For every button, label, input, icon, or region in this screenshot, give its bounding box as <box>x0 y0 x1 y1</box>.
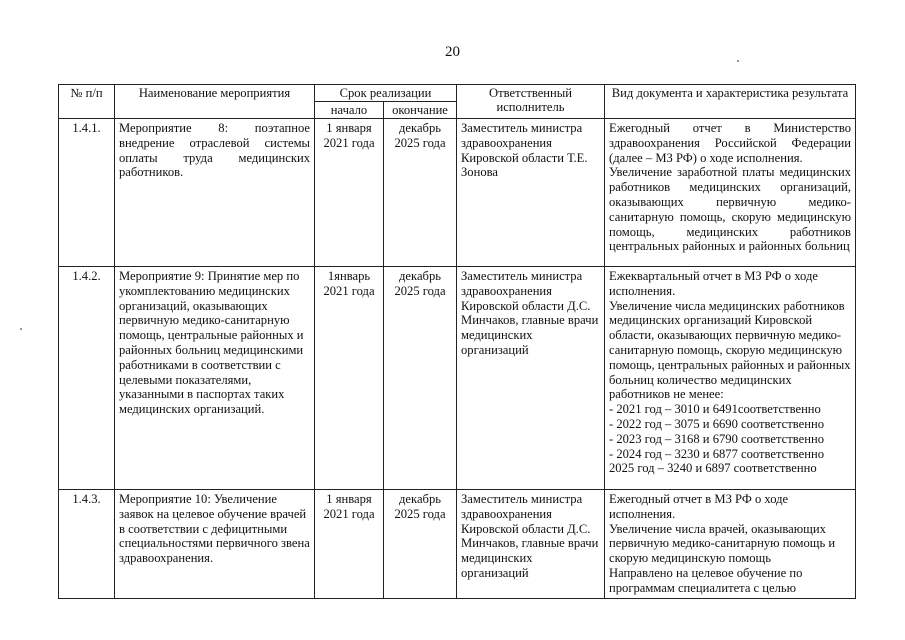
scan-speck <box>20 328 22 330</box>
result-description: Ежеквартальный отчет в МЗ РФ о ходе исполнения. Увеличение числа медицинских работников медицинских организаций Кировской области, оказывающих первичную медико-санитарную помощь, скорую медицинскую помощь, центральных районных и районных больниц количество медицинских работников не менее: - 2021 год – 3010 и 6491соответственно - 2022 год – 3075 и 6690 соответственно - 2023 год – 3168 и 6790 соответственно - 2024 год – 3230 и 6877 соответственно 2025 год – 3240 и 6897 соответственно <box>605 267 856 490</box>
header-start: начало <box>315 102 384 119</box>
header-result: Вид документа и характеристика результата <box>605 85 856 119</box>
header-num: № п/п <box>59 85 115 119</box>
row-number: 1.4.3. <box>59 490 115 599</box>
responsible-person: Заместитель министра здравоохранения Кировской области Т.Е. Зонова <box>457 119 605 267</box>
responsible-person: Заместитель министра здравоохранения Кировской области Д.С. Минчаков, главные врачи медицинских организаций <box>457 267 605 490</box>
scan-speck <box>737 60 739 62</box>
responsible-person: Заместитель министра здравоохранения Кировской области Д.С. Минчаков, главные врачи медицинских организаций <box>457 490 605 599</box>
result-description: Ежегодный отчет в МЗ РФ о ходе исполнения. Увеличение числа врачей, оказывающих первичную медико-санитарную помощь и скорую медицинскую помощь Направлено на целевое обучение по программам специалитета с целью <box>605 490 856 599</box>
measure-name: Мероприятие 10: Увеличение заявок на целевое обучение врачей в соответствии с дефицитными специальностями первичного звена здравоохранения. <box>115 490 315 599</box>
header-name: Наименование мероприятия <box>115 85 315 119</box>
header-end: окончание <box>384 102 457 119</box>
result-description: Ежегодный отчет в Министерство здравоохранения Российской Федерации (далее – МЗ РФ) о ходе исполнения. Увеличение заработной платы медицинских работников медицинских организаций, оказывающих первичную медико-санитарную помощь, скорую медицинскую помощь, медицинских работников центральных районных и районных больниц <box>605 119 856 267</box>
end-date: декабрь 2025 года <box>384 267 457 490</box>
table-row <box>59 119 856 267</box>
measure-name: Мероприятие 9: Принятие мер по укомплектованию медицинских организаций, оказывающих первичную медико-санитарную помощь, центральные районных и районных больниц медицинскими работниками в соответствии с целевыми показателями, указанными в паспортах таких медицинских организаций. <box>115 267 315 490</box>
row-number: 1.4.1. <box>59 119 115 267</box>
header-period: Срок реализации <box>315 85 457 102</box>
start-date: 1 января 2021 года <box>315 490 384 599</box>
row-number: 1.4.2. <box>59 267 115 490</box>
start-date: 1январь 2021 года <box>315 267 384 490</box>
end-date: декабрь 2025 года <box>384 490 457 599</box>
header-responsible: Ответственный исполнитель <box>457 85 605 119</box>
measure-name: Мероприятие 8: поэтапное внедрение отраслевой системы оплаты труда медицинских работников. <box>115 119 315 267</box>
page-number: 20 <box>445 44 460 60</box>
start-date: 1 января 2021 года <box>315 119 384 267</box>
header-row <box>59 85 856 102</box>
end-date: декабрь 2025 года <box>384 119 457 267</box>
table-row <box>59 490 856 599</box>
table-row <box>59 267 856 490</box>
measures-table <box>58 84 856 599</box>
